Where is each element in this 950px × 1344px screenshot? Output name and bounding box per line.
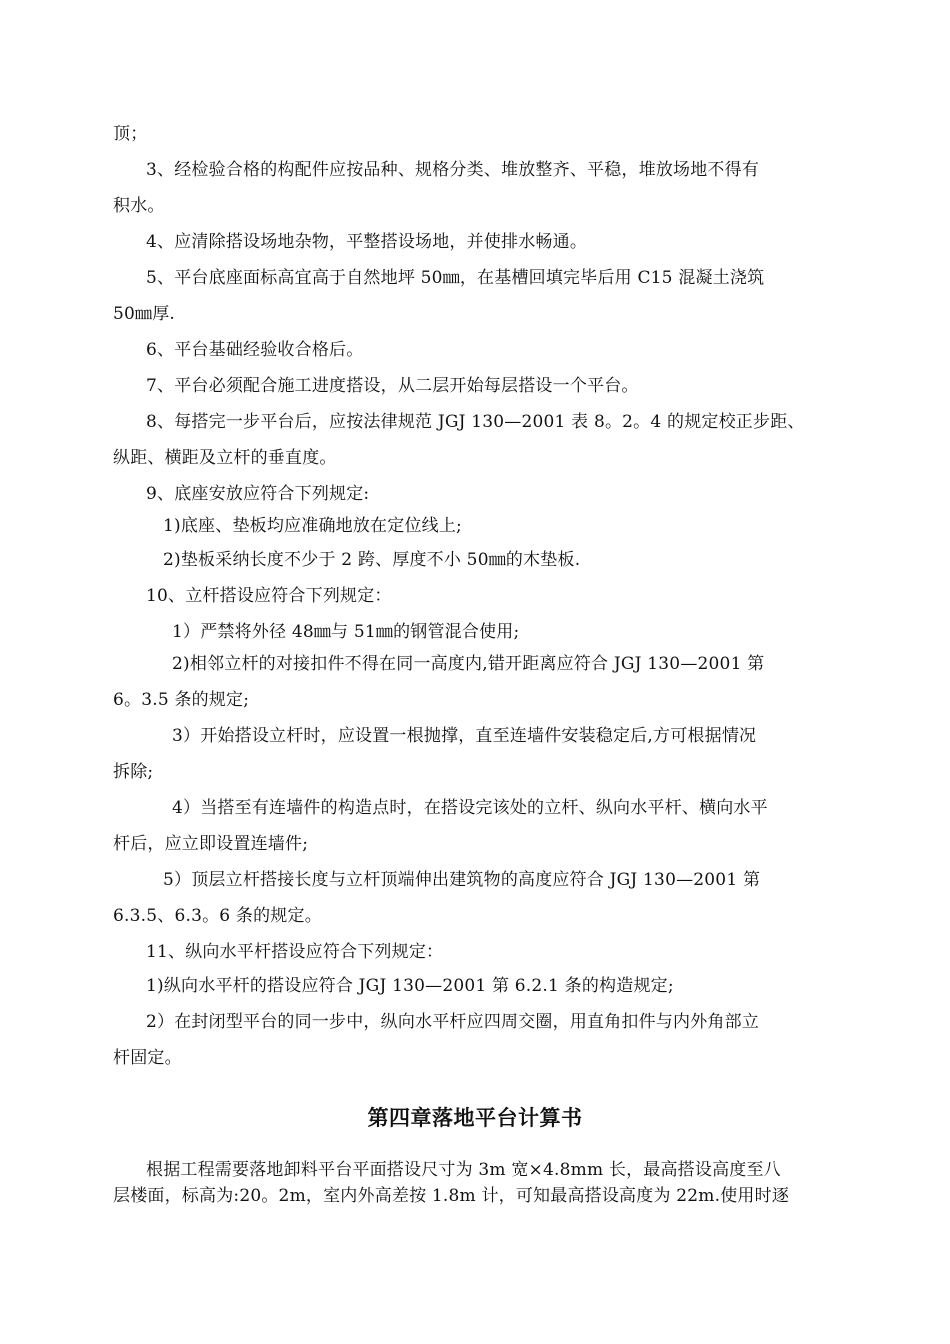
- text-line-12: 1)底座、垫板均应准确地放在定位线上;: [163, 516, 462, 536]
- text-line-16: 2)相邻立杆的对接扣件不得在同一高度内,错开距离应符合 JGJ 130—2001 第: [172, 654, 765, 674]
- text-line-20: 4）当搭至有连墙件的构造点时，在搭设完该处的立杆、纵向水平杆、横向水平: [172, 798, 768, 818]
- text-line-6: 50㎜厚.: [113, 304, 176, 324]
- text-line-15: 1）严禁将外径 48㎜与 51㎜的钢管混合使用;: [172, 622, 520, 642]
- text-line-23: 6.3.5、6.3。6 条的规定。: [113, 906, 322, 926]
- text-line-13: 2)垫板采纳长度不少于 2 跨、厚度不小 50㎜的木垫板.: [163, 550, 581, 570]
- text-line-9: 8、每搭完一步平台后，应按法律规范 JGJ 130—2001 表 8。2。4 的规定校正步距、: [146, 412, 805, 432]
- text-line-5: 5、平台底座面标高宜高于自然地坪 50㎜，在基槽回填完毕后用 C15 混凝土浇筑: [146, 268, 765, 288]
- text-line-3: 积水。: [113, 196, 165, 216]
- text-line-27: 杆固定。: [113, 1048, 182, 1068]
- text-line-14: 10、立杆搭设应符合下列规定：: [146, 586, 392, 606]
- text-line-4: 4、应清除搭设场地杂物，平整搭设场地，并使排水畅通。: [146, 232, 588, 252]
- text-line-11: 9、底座安放应符合下列规定:: [146, 484, 370, 504]
- text-line-10: 纵距、横距及立杆的垂直度。: [113, 448, 337, 468]
- paragraph-line-1: 根据工程需要落地卸料平台平面搭设尺寸为 3m 宽×4.8mm 长，最高搭设高度至八: [146, 1160, 781, 1180]
- text-line-18: 3）开始搭设立杆时，应设置一根抛撑，直至连墙件安装稳定后,方可根据情况: [172, 726, 757, 746]
- text-line-26: 2）在封闭型平台的同一步中，纵向水平杆应四周交圈，用直角扣件与内外角部立: [146, 1012, 760, 1032]
- text-line-17: 6。3.5 条的规定;: [113, 690, 250, 710]
- text-line-24: 11、纵向水平杆搭设应符合下列规定：: [146, 942, 444, 962]
- text-line-19: 拆除;: [113, 762, 154, 782]
- text-line-22: 5）顶层立杆搭接长度与立杆顶端伸出建筑物的高度应符合 JGJ 130—2001 第: [163, 870, 761, 890]
- text-line-1: 顶；: [113, 124, 148, 144]
- text-line-21: 杆后，应立即设置连墙件;: [113, 834, 309, 854]
- text-line-2: 3、经检验合格的构配件应按品种、规格分类、堆放整齐、平稳，堆放场地不得有: [146, 160, 760, 180]
- paragraph-line-2: 层楼面，标高为:20。2m，室内外高差按 1.8m 计，可知最高搭设高度为 22m.使用时逐: [113, 1186, 790, 1206]
- text-line-7: 6、平台基础经验收合格后。: [146, 340, 364, 360]
- text-line-8: 7、平台必须配合施工进度搭设，从二层开始每层搭设一个平台。: [146, 376, 639, 396]
- text-line-25: 1)纵向水平杆的搭设应符合 JGJ 130—2001 第 6.2.1 条的构造规定;: [146, 976, 674, 996]
- chapter-heading: 第四章落地平台计算书: [367, 1106, 583, 1130]
